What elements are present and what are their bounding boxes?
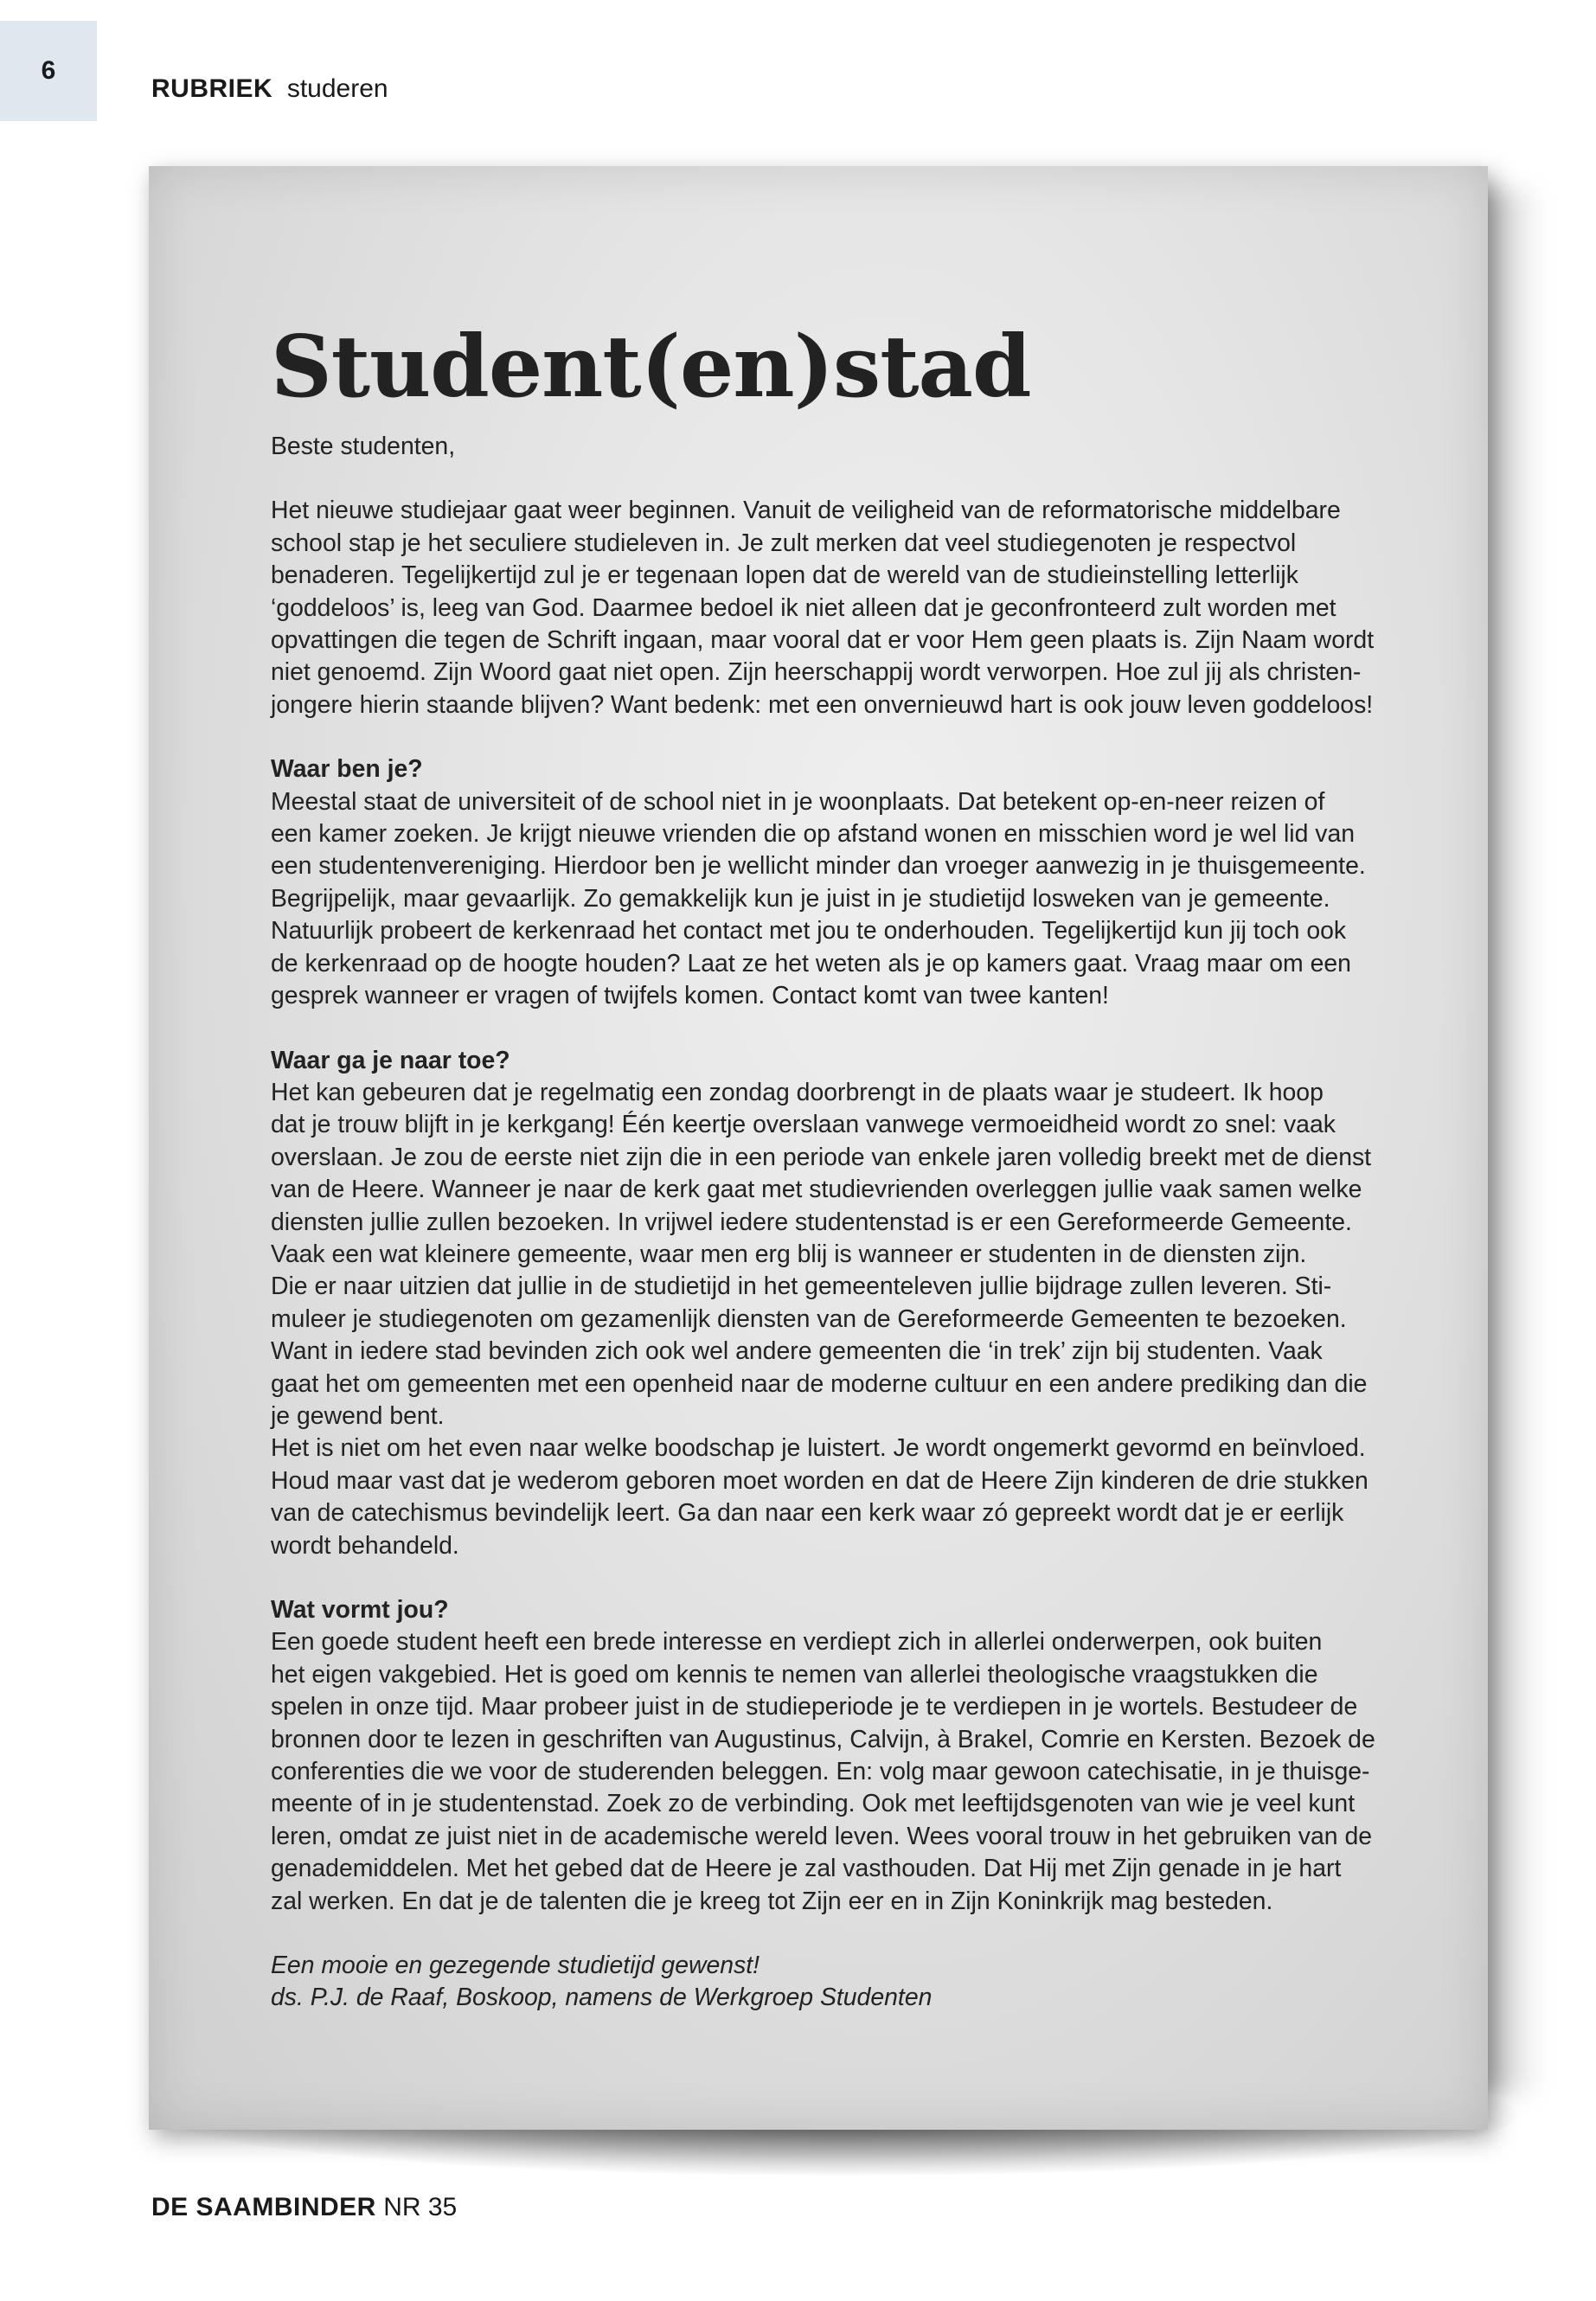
text-line: Het kan gebeuren dat je regelmatig een zondag doorbrengt in de plaats waar je studeert. Ik hoop	[271, 1078, 1324, 1106]
text-line: Houd maar vast dat je wederom geboren moet worden en dat de Heere Zijn kinderen de drie stukken	[271, 1466, 1368, 1495]
text-line: leren, omdat ze juist niet in de academische wereld leven. Wees vooral trouw in het gebruiken van de	[271, 1822, 1373, 1850]
page-number: 6	[0, 21, 97, 121]
text-line: opvattingen die tegen de Schrift ingaan, maar vooral dat er voor Hem geen plaats is. Zijn Naam wordt	[271, 626, 1375, 655]
section-name: studeren	[286, 74, 388, 103]
text-line: Want in iedere stad bevinden zich ook wel andere gemeenten die ‘in trek’ zijn bij studenten. Vaak	[271, 1337, 1323, 1366]
text-line: Vaak een wat kleinere gemeente, waar men erg blij is wanneer er studenten in de diensten zijn.	[271, 1240, 1307, 1268]
section-header	[151, 74, 388, 104]
text-line: Natuurlijk probeert de kerkenraad het contact met jou te onderhouden. Tegelijkertijd kun jij toch ook	[271, 917, 1347, 945]
article	[271, 317, 1421, 2015]
section-heading: Wat vormt jou?	[271, 1596, 449, 1624]
text-line: Meestal staat de universiteit of de school niet in je woonplaats. Dat betekent op-en-neer reizen of	[271, 787, 1325, 816]
section-label: RUBRIEK	[151, 74, 273, 103]
text-line: de kerkenraad op de hoogte houden? Laat ze het weten als je op kamers gaat. Vraag maar om een	[271, 949, 1351, 977]
text-line: genademiddelen. Met het gebed dat de Heere je zal vasthouden. Dat Hij met Zijn genade in je hart	[271, 1855, 1342, 1883]
issue-number: NR 35	[383, 2193, 458, 2221]
text-line: jongere hierin staande blijven? Want bedenk: met een onvernieuwd hart is ook jouw leven goddeloos!	[271, 690, 1374, 719]
section-heading: Waar ga je naar toe?	[271, 1046, 510, 1074]
greeting: Beste studenten,	[271, 433, 456, 460]
article-title: Student(en)stad	[271, 317, 1031, 417]
section-wat-vormt-jou	[271, 1594, 1421, 1918]
text-line: ‘goddeloos’ is, leeg van God. Daarmee bedoel ik niet alleen dat je geconfronteerd zult worden met	[271, 593, 1336, 622]
text-line: dat je trouw blijft in je kerkgang! Één keertje overslaan vanwege vermoeidheid wordt zo snel: vaak	[271, 1111, 1336, 1139]
text-line: school stap je het seculiere studieleven in. Je zult merken dat veel studiegenoten je respectvol	[271, 529, 1297, 557]
text-line: van de catechismus bevindelijk leert. Ga dan naar een kerk waar zó gepreekt wordt dat je er eerlijk	[271, 1499, 1344, 1528]
text-line: van de Heere. Wanneer je naar de kerk gaat met studievrienden overleggen jullie vaak samen welke	[271, 1176, 1362, 1204]
text-line: bronnen door te lezen in geschriften van Augustinus, Calvijn, à Brakel, Comrie en Kersten. Bezoek de	[271, 1725, 1375, 1753]
text-line: zal werken. En dat je de talenten die je kreeg tot Zijn eer en in Zijn Koninkrijk mag besteden.	[271, 1887, 1273, 1915]
section-heading: Waar ben je?	[271, 755, 423, 784]
text-line: spelen in onze tijd. Maar probeer juist in de studieperiode je te verdiepen in je wortels. Bestudeer de	[271, 1693, 1358, 1721]
text-line: muleer je studiegenoten om gezamenlijk diensten van de Gereformeerde Gemeenten te bezoeken.	[271, 1304, 1347, 1333]
text-line: het eigen vakgebied. Het is goed om kennis te nemen van allerlei theologische vraagstukken die	[271, 1660, 1318, 1689]
section-waar-ben-je	[271, 753, 1421, 1012]
text-line: benaderen. Tegelijkertijd zul je er tegenaan lopen dat de wereld van de studieinstelling letterlijk	[271, 561, 1298, 590]
text-line: Het nieuwe studiejaar gaat weer beginnen. Vanuit de veiligheid van de reformatorische middelbare	[271, 497, 1341, 525]
text-line: een studentenvereniging. Hierdoor ben je wellicht minder dan vroeger aanwezig in je thuisgemeente.	[271, 852, 1366, 881]
text-line: meente of in je studentenstad. Zoek zo de verbinding. Ook met leeftijdsgenoten van wie je veel kunt	[271, 1790, 1356, 1818]
text-line: gaat het om gemeenten met een openheid naar de moderne cultuur en een andere prediking dan die	[271, 1369, 1368, 1398]
text-line: Begrijpelijk, maar gevaarlijk. Zo gemakkelijk kun je juist in je studietijd losweken van je gemeente.	[271, 884, 1330, 913]
section-waar-ga-je-naar-toe	[271, 1045, 1421, 1563]
text-line: diensten jullie zullen bezoeken. In vrijwel iedere studentenstad is er een Gereformeerde Gemeente.	[271, 1208, 1352, 1236]
text-line: Een goede student heeft een brede interesse en verdiept zich in allerlei onderwerpen, ook buiten	[271, 1628, 1323, 1657]
footer	[151, 2193, 457, 2222]
signature: ds. P.J. de Raaf, Boskoop, namens de Werkgroep Studenten	[271, 1984, 933, 2012]
text-line: Het is niet om het even naar welke boodschap je luistert. Je wordt ongemerkt gevormd en beïnvloed.	[271, 1434, 1366, 1463]
intro-paragraph	[271, 495, 1421, 721]
magazine-name: DE SAAMBINDER	[151, 2193, 376, 2221]
text-line: Die er naar uitzien dat jullie in de studietijd in het gemeenteleven jullie bijdrage zullen leveren. Sti-	[271, 1272, 1332, 1301]
text-line: wordt behandeld.	[271, 1531, 459, 1560]
closing-wish: Een mooie en gezegende studietijd gewenst!	[271, 1952, 760, 1980]
text-line: overslaan. Je zou de eerste niet zijn die in een periode van enkele jaren volledig breekt met de dienst	[271, 1143, 1372, 1171]
text-line: een kamer zoeken. Je krijgt nieuwe vrienden die op afstand wonen en misschien word je wel lid van	[271, 820, 1356, 849]
text-line: gesprek wanneer er vragen of twijfels komen. Contact komt van twee kanten!	[271, 982, 1109, 1010]
text-line: niet genoemd. Zijn Woord gaat niet open. Zijn heerschappij wordt verworpen. Hoe zul jij als christen-	[271, 658, 1362, 687]
text-line: je gewend bent.	[271, 1401, 445, 1430]
text-line: conferenties die we voor de studerenden beleggen. En: volg maar gewoon catechisatie, in je thuisge-	[271, 1758, 1370, 1786]
